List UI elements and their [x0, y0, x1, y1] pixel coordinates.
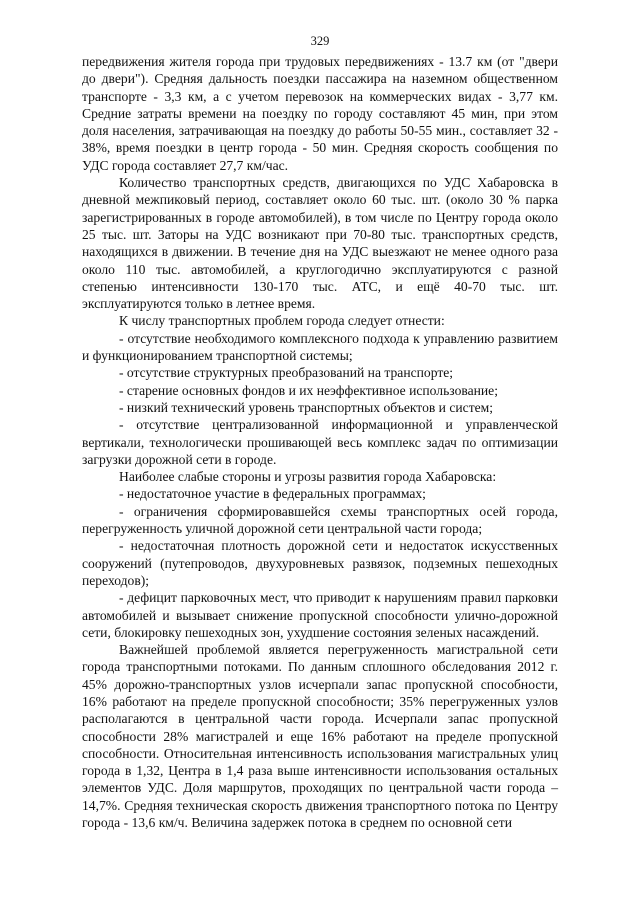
paragraph: передвижения жителя города при трудовых передвижениях - 13.7 км (от "двери до двери"). Средняя дальность поездки пассажира на наземном общественном транспорте - 3,3 км, а с учетом перевозок на коммерческих видах - 3,77 км. Средние затраты времени на поездку по городу составляют 45 мин, при этом доля населения, затрачивающая на поездку до работы 50-55 мин., составляет 32 - 38%, время поездки в центр города - 50 мин. Средняя скорость сообщения по УДС города составляет 27,7 км/час. [82, 54, 558, 173]
document-body [82, 53, 558, 831]
list-item: - отсутствие централизованной информационной и управленческой вертикали, технологически прошивающей весь комплекс задач по оптимизации загрузки дорожной сети в городе. [82, 417, 558, 467]
list-item: - низкий технический уровень транспортных объектов и систем; [119, 399, 494, 415]
paragraph: Важнейшей проблемой является перегруженность магистральной сети города транспортными потоками. По данным сплошного обследования 2012 г. 45% дорожно-транспортных узлов исчерпали запас пропускной способности, 16% работают на пределе пропускной способности; 35% перегруженных узлов располагаются в центральной части города. Исчерпали запас пропускной способности 28% магистралей и еще 16% работают на пределе пропускной способности. Относительная интенсивность использования магистральных улиц города в 1,32, Центра в 1,4 раза выше интенсивности использования остальных элементов УДС. Доля маршрутов, проходящих по центральной части города – 14,7%. Средняя техническая скорость движения транспортного потока по Центру города - 13,6 км/ч. Величина задержек потока в среднем по основной сети [82, 642, 558, 831]
list-item: - отсутствие необходимого комплексного подхода к управлению развитием и функционированием транспортной системы; [82, 330, 558, 364]
paragraph: Количество транспортных средств, двигающихся по УДС Хабаровска в дневной межпиковый период, составляет около 60 тыс. шт. (около 30 % парка зарегистрированных в городе автомобилей), в том числе по Центру города около 25 тыс. шт. Заторы на УДС возникают при 70-80 тыс. транспортных средств, находящихся в движении. В течение дня на УДС выезжают не менее одного раза около 110 тыс. автомобилей, а круглогодично эксплуатируются с разной степенью интенсивности 130-170 тыс. АТС, и ещё 40-70 тыс. шт. эксплуатируются только в летнее время. [82, 175, 558, 312]
paragraph: К числу транспортных проблем города следует отнести: [119, 313, 445, 329]
list-item: - недостаточное участие в федеральных программах; [119, 486, 426, 502]
page-number: 329 [310, 34, 330, 48]
list-item: - отсутствие структурных преобразований на транспорте; [119, 365, 454, 381]
paragraph: Наиболее слабые стороны и угрозы развития города Хабаровска: [119, 469, 497, 485]
list-item: - дефицит парковочных мест, что приводит к нарушениям правил парковки автомобилей и вызывает снижение пропускной способности улично-дорожной сети, блокировку пешеходных зон, ухудшение состояния зеленых насаждений. [82, 590, 558, 640]
list-item: - ограничения сформировавшейся схемы транспортных осей города, перегруженность уличной дорожной сети центральной части города; [82, 503, 558, 537]
list-item: - старение основных фондов и их неэффективное использование; [119, 382, 498, 398]
list-item: - недостаточная плотность дорожной сети и недостаток искусственных сооружений (путепроводов, двухуровневых развязок, подземных пешеходных переходов); [82, 538, 558, 588]
